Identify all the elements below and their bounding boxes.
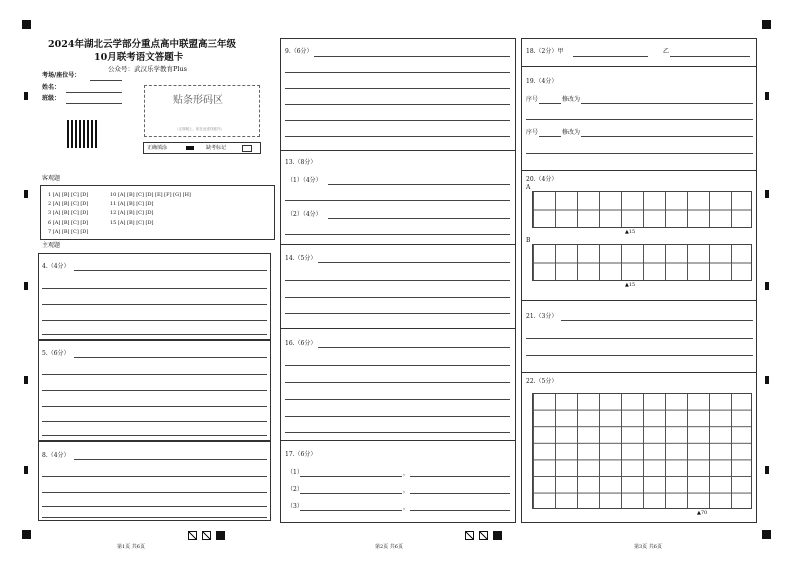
answer-line[interactable] bbox=[581, 103, 753, 104]
answer-line[interactable] bbox=[285, 72, 510, 73]
page-number: 第2页 共6页 bbox=[375, 544, 403, 550]
answer-line[interactable] bbox=[314, 56, 510, 57]
q19-change-label: 修改为 bbox=[562, 96, 581, 103]
answer-line[interactable] bbox=[74, 270, 267, 271]
q17-part2-label: （2） bbox=[287, 486, 303, 493]
objective-row[interactable]: 2 [A] [B] [C] [D] bbox=[48, 201, 89, 207]
answer-line[interactable] bbox=[285, 104, 510, 105]
section-divider bbox=[280, 150, 516, 151]
answer-line[interactable] bbox=[300, 476, 402, 477]
q4-box bbox=[38, 253, 271, 340]
answer-line[interactable] bbox=[285, 136, 510, 137]
q20-b-label: B bbox=[526, 237, 531, 244]
answer-line[interactable] bbox=[300, 493, 402, 494]
answer-line[interactable] bbox=[526, 153, 753, 154]
answer-line[interactable] bbox=[285, 365, 510, 366]
answer-line[interactable] bbox=[285, 200, 510, 201]
answer-line[interactable] bbox=[74, 357, 267, 358]
answer-line[interactable] bbox=[328, 218, 510, 219]
answer-line[interactable] bbox=[285, 280, 510, 281]
objective-row[interactable]: 1 [A] [B] [C] [D] bbox=[48, 192, 89, 198]
page-number: 第1页 共6页 bbox=[117, 544, 145, 550]
answer-line[interactable] bbox=[285, 382, 510, 383]
answer-line[interactable] bbox=[285, 313, 510, 314]
q19-seq-label: 序号 bbox=[526, 129, 539, 136]
section-divider bbox=[521, 300, 757, 301]
answer-line[interactable] bbox=[410, 476, 510, 477]
q19-label: 19.（4分） bbox=[526, 78, 558, 85]
registration-mark bbox=[24, 466, 28, 474]
answer-line[interactable] bbox=[42, 320, 267, 321]
seq-field[interactable] bbox=[539, 103, 561, 104]
answer-line[interactable] bbox=[285, 416, 510, 417]
answer-line[interactable] bbox=[410, 493, 510, 494]
comma: ， bbox=[403, 504, 410, 511]
q17-label: 17.（6分） bbox=[285, 451, 317, 458]
section-divider bbox=[521, 66, 757, 67]
answer-line[interactable] bbox=[300, 510, 402, 511]
objective-row[interactable]: 7 [A] [B] [C] [D] bbox=[48, 229, 89, 235]
registration-mark bbox=[22, 530, 31, 539]
answer-line[interactable] bbox=[42, 334, 267, 335]
writing-grid-a[interactable] bbox=[532, 191, 752, 228]
answer-line[interactable] bbox=[42, 288, 267, 289]
answer-line[interactable] bbox=[328, 184, 510, 185]
answer-line[interactable] bbox=[285, 399, 510, 400]
essay-grid-count: ▲70 bbox=[697, 510, 708, 516]
q17-part3-label: （3） bbox=[287, 503, 303, 510]
registration-mark bbox=[24, 190, 28, 198]
answer-line[interactable] bbox=[285, 297, 510, 298]
answer-line[interactable] bbox=[526, 119, 753, 120]
q19-change-label: 修改为 bbox=[562, 129, 581, 136]
answer-line[interactable] bbox=[526, 355, 753, 356]
comma: ， bbox=[403, 470, 410, 477]
answer-line[interactable] bbox=[42, 476, 267, 477]
registration-mark bbox=[24, 376, 28, 384]
objective-row[interactable]: 12 [A] [B] [C] [D] bbox=[110, 210, 154, 216]
q13-part2-label: （2）（4分） bbox=[287, 211, 322, 218]
comma: ， bbox=[403, 487, 410, 494]
card-title-line2: 10月联考语文答题卡 bbox=[94, 52, 184, 63]
fill-example bbox=[143, 142, 261, 154]
registration-mark bbox=[762, 20, 771, 29]
section-divider bbox=[521, 170, 757, 171]
barcode-note: （正面朝上，贴在此虚线框内） bbox=[175, 127, 224, 131]
objective-row[interactable]: 6 [A] [B] [C] [D] bbox=[48, 220, 89, 226]
answer-line[interactable] bbox=[42, 374, 267, 375]
answer-line[interactable] bbox=[42, 406, 267, 407]
class-field[interactable] bbox=[66, 103, 122, 104]
section-divider bbox=[280, 328, 516, 329]
answer-line[interactable] bbox=[42, 390, 267, 391]
q4-label: 4.（4分） bbox=[42, 263, 70, 270]
slash-box-icon bbox=[188, 531, 197, 540]
q22-label: 22.（5分） bbox=[526, 378, 558, 385]
section-divider bbox=[280, 244, 516, 245]
registration-mark bbox=[24, 92, 28, 100]
qr-code bbox=[67, 120, 97, 148]
q8-box bbox=[38, 441, 271, 521]
answer-line[interactable] bbox=[42, 506, 267, 507]
answer-line[interactable] bbox=[573, 56, 648, 57]
registration-mark bbox=[765, 466, 769, 474]
q14-label: 14.（5分） bbox=[285, 255, 317, 262]
registration-mark bbox=[22, 20, 31, 29]
answer-line[interactable] bbox=[318, 262, 510, 263]
registration-mark bbox=[765, 376, 769, 384]
answer-line[interactable] bbox=[42, 304, 267, 305]
section-divider bbox=[280, 440, 516, 441]
exam-seat-field[interactable] bbox=[90, 80, 122, 81]
q18-second-label: 乙 bbox=[663, 48, 670, 55]
slash-box-icon bbox=[465, 531, 474, 540]
missing-mark-box[interactable] bbox=[242, 145, 252, 152]
q18-label: 18.（2分）甲 bbox=[526, 48, 564, 55]
objective-heading: 客观题 bbox=[42, 175, 61, 182]
grid-a-count: ▲15 bbox=[625, 229, 636, 235]
q17-part1-label: （1） bbox=[287, 469, 303, 476]
missing-exam-label: 缺考标记 bbox=[206, 145, 227, 151]
answer-line[interactable] bbox=[318, 347, 510, 348]
q8-label: 8.（4分） bbox=[42, 452, 70, 459]
answer-line[interactable] bbox=[42, 435, 267, 436]
registration-mark bbox=[765, 282, 769, 290]
answer-line[interactable] bbox=[42, 421, 267, 422]
objective-row[interactable]: 11 [A] [B] [C] [D] bbox=[110, 201, 154, 207]
registration-mark bbox=[765, 92, 769, 100]
q9-label: 9.（6分） bbox=[285, 48, 313, 55]
q20-label: 20.（4分） bbox=[526, 176, 558, 183]
q16-label: 16.（6分） bbox=[285, 340, 317, 347]
answer-line[interactable] bbox=[285, 88, 510, 89]
answer-line[interactable] bbox=[42, 517, 267, 518]
answer-line[interactable] bbox=[285, 234, 510, 235]
name-label: 姓名： bbox=[42, 84, 61, 91]
q13-label: 13.（8分） bbox=[285, 159, 317, 166]
answer-line[interactable] bbox=[42, 492, 267, 493]
registration-mark bbox=[493, 531, 502, 540]
answer-line[interactable] bbox=[581, 136, 753, 137]
section-divider bbox=[521, 372, 757, 373]
writing-grid-essay[interactable] bbox=[532, 393, 752, 509]
subjective-heading: 主观题 bbox=[42, 242, 61, 249]
name-field[interactable] bbox=[66, 92, 122, 93]
barcode-label: 贴条形码区 bbox=[173, 95, 223, 106]
writing-grid-b[interactable] bbox=[532, 244, 752, 281]
q19-seq-label: 序号 bbox=[526, 96, 539, 103]
slash-box-icon bbox=[202, 531, 211, 540]
answer-line[interactable] bbox=[285, 120, 510, 121]
q5-label: 5.（6分） bbox=[42, 350, 70, 357]
q20-a-label: A bbox=[526, 184, 531, 191]
answer-line[interactable] bbox=[561, 320, 753, 321]
q21-label: 21.（3分） bbox=[526, 313, 558, 320]
answer-line[interactable] bbox=[74, 459, 267, 460]
answer-line[interactable] bbox=[285, 432, 510, 433]
grid-b-count: ▲15 bbox=[625, 282, 636, 288]
objective-row[interactable]: 3 [A] [B] [C] [D] bbox=[48, 210, 89, 216]
objective-row[interactable]: 15 [A] [B] [C] [D] bbox=[110, 220, 154, 226]
page-number: 第3页 共6页 bbox=[634, 544, 662, 550]
q13-part1-label: （1）（4分） bbox=[287, 177, 322, 184]
barcode-area bbox=[144, 85, 260, 137]
objective-row[interactable]: 10 [A] [B] [C] [D] [E] [F] [G] [H] bbox=[110, 192, 191, 198]
filled-mark-icon bbox=[186, 146, 194, 150]
registration-mark bbox=[216, 531, 225, 540]
registration-mark bbox=[24, 282, 28, 290]
card-subtitle: 公众号：武汉乐学教育Plus bbox=[108, 65, 187, 73]
registration-mark bbox=[762, 530, 771, 539]
slash-box-icon bbox=[479, 531, 488, 540]
exam-seat-label: 考场/座位号： bbox=[42, 72, 81, 79]
seq-field[interactable] bbox=[539, 136, 561, 137]
correct-fill-label: 正确填涂 bbox=[147, 145, 168, 151]
registration-mark bbox=[765, 190, 769, 198]
answer-line[interactable] bbox=[410, 510, 510, 511]
answer-line[interactable] bbox=[526, 338, 753, 339]
card-title: 2024年湖北云学部分重点高中联盟高三年级 bbox=[48, 39, 236, 50]
answer-line[interactable] bbox=[670, 56, 750, 57]
class-label: 班级： bbox=[42, 95, 61, 102]
